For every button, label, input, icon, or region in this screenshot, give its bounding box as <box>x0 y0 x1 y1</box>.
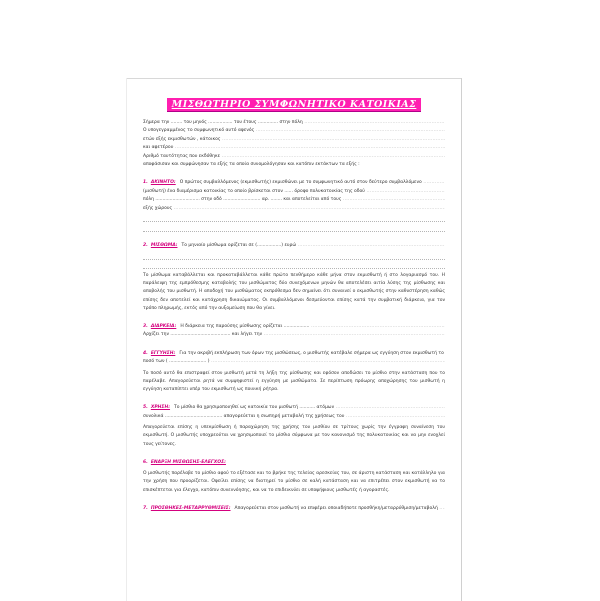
document-body <box>127 112 461 513</box>
clause-label: ΧΡΗΣΗ: <box>150 405 171 411</box>
section-gap <box>143 169 445 179</box>
clause-text-line: πόλη ............................... στην οδό .......................... αρ. ........ και αποτελείται από τους ..... <box>143 196 445 204</box>
clause-section <box>143 505 445 513</box>
clause-label: ΜΙΣΘΩΜΑ: <box>150 242 178 248</box>
section-gap <box>143 313 445 323</box>
section-gap <box>143 449 445 459</box>
document-title: ΜΙΣΘΩΤΗΡΙΟ ΣΥΜΦΩΝΗΤΙΚΟ ΚΑΤΟΙΚΙΑΣ <box>167 98 422 112</box>
clause-section <box>143 350 445 394</box>
clause-text: Για την ακριβή εκπλήρωση των όρων της μισθώσεως, ο μισθωτής κατέβαλε σήμερα ως εγγύηση στον εκμισθωτή το <box>179 350 444 356</box>
section-gap <box>143 394 445 404</box>
clause-text: Ο πρώτος συμβαλλόμενος (εκμισθωτής) εκμισθώνει με το συμφωνητικό αυτό στον δεύτερο συμβαλλόμενο <box>179 180 422 186</box>
intro-line: Ο υπογεγραμμένος το συμφωνητικό αυτό αφενός ..... <box>143 127 445 135</box>
clause-label: ΕΓΓΥΗΣΗ: <box>150 350 176 356</box>
clause-paragraph: Το ποσό αυτό θα επιστραφεί στον μισθωτή μετά τη λήξη της μίσθωσης και εφόσον αποδώσει το μίσθιο στην κατάσταση που το παρέλαβε. Απαγορεύεται ρητά να συμψηφιστεί η εγγύηση με μισθώματα. Σε περίπτωση πρόωρης αποχώρησης του μισθωτή η εγγύηση καταπίπτει υπέρ του εκμισθωτή ως ποινική ρήτρα. <box>143 370 445 393</box>
clause-text-line: συνολικά ........................................ απαγορεύεται η σιωπηρή μεταβολή της χρήσεως του ..... <box>143 413 445 421</box>
clause-number: 5. <box>143 405 148 411</box>
section-gap <box>143 495 445 505</box>
section-gap <box>143 340 445 350</box>
clause-number: 6. <box>143 459 148 465</box>
clause-text-line: εξής χώρους ..... <box>143 205 445 213</box>
clause-heading-line <box>143 505 445 513</box>
clause-text-line: (μισθωτή) ένα διαμέρισμα κατοικίας το οποίο βρίσκεται στον ...... όροφο πολυκατοικίας της οδού ..... <box>143 188 445 196</box>
title-area <box>127 92 461 112</box>
clauses-list <box>143 169 445 513</box>
clause-heading-line <box>143 179 445 187</box>
clause-text-line: ποσό των ( .......................... ) ..... <box>143 358 445 366</box>
clause-section <box>143 179 445 231</box>
clause-heading-line <box>143 350 445 358</box>
clause-paragraph: Το μίσθωμα καταβάλλεται και προκαταβάλλεται κάθε πρώτο πενθήμερο κάθε μήνα στον εκμισθωτή ή στο λογαριασμό του. Η παράλειψη της εμπρόθεσμης καταβολής του μισθώματος δύο συνεχόμενων μηνών θα αποτελέσει αιτία λύσης της μίσθωσης και αποβολής του μισθωτή. Η αποδοχή του μισθώματος εκπρόθεσμα δεν σημαίνει ότι συναινεί ο εκμισθωτής στην καθυστέρηση καθώς επίσης δεν αποτελεί και κατάχρηση δικαιώματος. Οι συμβαλλόμενοι δεσμεύονται επίσης κατά την συμβατική διάρκεια, για τον τρόπο πληρωμής, εκτός από την αυξομείωση που θα γίνει. <box>143 273 445 311</box>
clause-heading-line <box>143 242 445 250</box>
blank-fill-line <box>143 213 445 222</box>
intro-line: και αφετέρου ..... <box>143 144 445 152</box>
clause-label: ΕΝΑΡΞΗ ΜΙΣΘΩΣΗΣ-ΕΛΕΓΧΟΣ: <box>150 459 226 465</box>
clause-section <box>143 459 445 495</box>
clause-number: 3. <box>143 324 148 330</box>
document-page <box>127 78 461 601</box>
blank-fill-line <box>143 250 445 259</box>
clause-label: ΔΙΑΡΚΕΙΑ: <box>150 324 177 330</box>
clause-section <box>143 242 445 313</box>
clause-number: 1. <box>143 180 148 186</box>
clause-paragraph: Απαγορεύεται επίσης η υπεκμίσθωση ή παραχώρηση της χρήσης του μισθίου σε τρίτους χωρίς την έγγραφη συναίνεση του εκμισθωτή. Ο μισθωτής υποχρεούται να χρησιμοποιεί το μίσθιο σύμφωνα με τον κανονισμό της πολυκατοικίας και να μην ενοχλεί τους γείτονες. <box>143 425 445 447</box>
clause-heading-line <box>143 323 445 331</box>
blank-fill-line <box>143 222 445 231</box>
clause-text: Απαγορεύεται στον μισθωτή να επιφέρει οποιαδήποτε προσθήκη/μεταρρύθμιση/μεταβολή <box>234 505 438 511</box>
intro-line: ετών εξής εκμισθωτών , κάτοικος ..... <box>143 136 445 144</box>
clause-section <box>143 404 445 448</box>
clause-section <box>143 323 445 340</box>
clause-text: Η διάρκεια της παρούσης μίσθωσης ορίζεται .................. <box>180 324 310 330</box>
intro-line: Αριθμό ταυτότητας που εκδόθηκε ..... <box>143 153 445 161</box>
clause-text-line: Αρχίζει την .......................................... και λήγει την ..... <box>143 331 445 339</box>
clause-paragraph: Ο μισθωτής παρέλαβε το μίσθιο αφού το εξέτασε και το βρήκε της τελείας αρεσκείας του, σε άριστη κατάσταση και κατάλληλο για την χρήση που προορίζεται. Οφείλει επίσης να διατηρεί το μίσθιο σε καλή κατάσταση και να επιτρέπει στον εκμισθωτή να το επισκέπτεται για έλεγχο, κατόπιν συνεννόησης, και να το επιδεικνύει σε υποψήφιους μισθωτές ή αγοραστές. <box>143 471 445 493</box>
blank-fill-line <box>143 260 445 269</box>
clause-number: 4. <box>143 350 148 356</box>
clause-label: ΠΡΟΣΘΗΚΕΣ-ΜΕΤΑΡΡΥΘΜΙΣΕΙΣ: <box>150 505 231 511</box>
clause-number: 2. <box>143 242 148 248</box>
clause-number: 7. <box>143 505 148 511</box>
section-gap <box>143 232 445 242</box>
clause-text: Το μίσθιο θα χρησιμοποιηθεί ως κατοικία του μισθωτή ........... ατόμων <box>174 405 335 411</box>
intro-line: Σήμερα την ........ του μηνός ................. του έτους .............. στην πόλη ..... <box>143 119 445 127</box>
clause-text: Το μηνιαίο μίσθωμα ορίζεται σε (.................) ευρώ <box>181 242 297 248</box>
clause-heading-line <box>143 404 445 412</box>
clause-label: ΑΚΙΝΗΤΟ: <box>150 180 176 186</box>
clause-heading-line <box>143 459 445 467</box>
intro-line: αποφάσισαν και συμφώνησαν τα εξής τα οποία συνομολόγησαν και κατόπιν εκτάκτων τα εξής : <box>143 162 360 168</box>
